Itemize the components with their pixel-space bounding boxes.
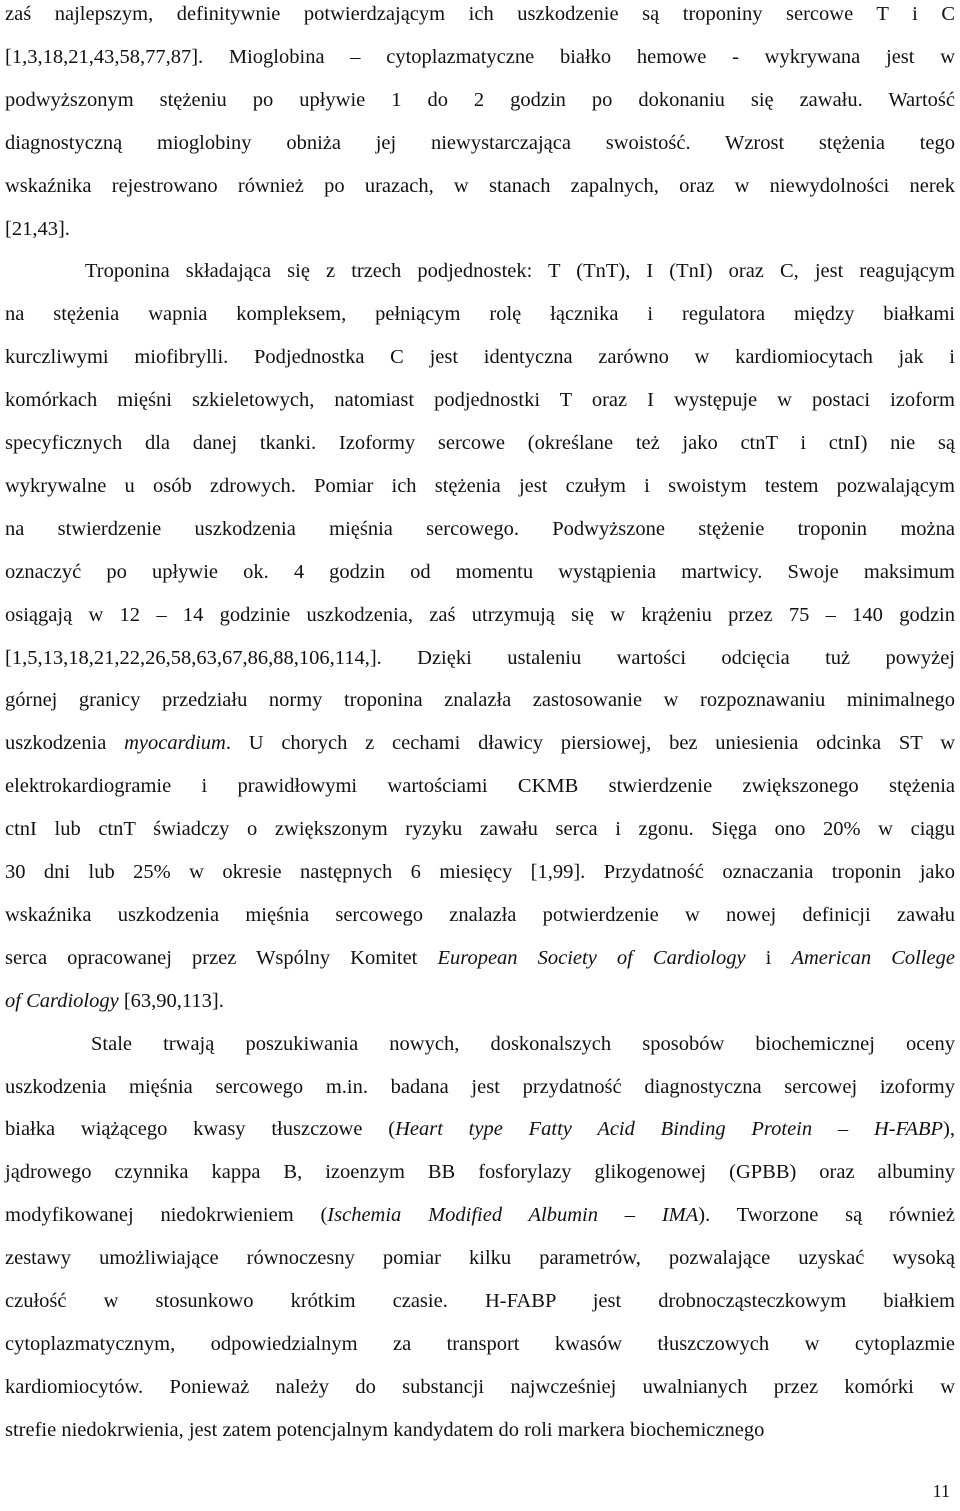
text-line: czułość w stosunkowo krótkim czasie. H-FABP jest drobnocząsteczkowym białkiem [5,1290,955,1312]
text-line: wskaźnika uszkodzenia mięśnia sercowego znalazła potwierdzenie w nowej definicji zawału [5,903,955,926]
text-line: modyfikowanej niedokrwieniem (Ischemia Modified Albumin – IMA). Tworzone są również [5,1204,955,1227]
text-line: Troponina składająca się z trzech podjednostek: T (TnT), I (TnI) oraz C, jest reagującym [85,260,955,283]
text-line: ctnI lub ctnT świadczy o zwiększonym ryzyku zawału serca i zgonu. Sięga ono 20% w ciągu [5,818,955,841]
text-line: specyficznych dla danej tkanki. Izoformy sercowe (określane też jako ctnT i ctnI) nie są [5,432,955,454]
text-line: osiągają w 12 – 14 godzinie uszkodzenia, zaś utrzymują się w krążeniu przez 75 – 140 godzin [5,603,955,626]
text-line: zestawy umożliwiające równoczesny pomiar kilku parametrów, pozwalające uzyskać wysoką [5,1247,955,1270]
text-line: serca opracowanej przez Wspólny Komitet European Society of Cardiology i American College [5,946,955,969]
text-line: Stale trwają poszukiwania nowych, doskonalszych sposobów biochemicznej oceny [91,1032,955,1055]
text-line: of Cardiology [63,90,113]. [5,989,224,1012]
text-line: wykrywalne u osób zdrowych. Pomiar ich stężenia jest czułym i swoistym testem pozwalającym [5,474,955,497]
text-line: na stężenia wapnia kompleksem, pełniącym rolę łącznika i regulatora między białkami [5,303,955,326]
text-line: [21,43]. [5,217,70,240]
text-line: uszkodzenia myocardium. U chorych z cechami dławicy piersiowej, bez uniesienia odcinka ST w [5,732,955,755]
text-line: 30 dni lub 25% w okresie następnych 6 miesięcy [1,99]. Przydatność oznaczania troponin jako [5,861,955,883]
text-line: wskaźnika rejestrowano również po urazach, w stanach zapalnych, oraz w niewydolności nerek [5,174,955,197]
text-line: diagnostyczną mioglobiny obniża jej niewystarczająca swoistość. Wzrost stężenia tego [5,131,955,154]
text-line: uszkodzenia mięśnia sercowego m.in. badana jest przydatność diagnostyczna sercowej izoformy [5,1075,955,1098]
text-line: [1,5,13,18,21,22,26,58,63,67,86,88,106,114,]. Dzięki ustaleniu wartości odcięcia tuż powyżej [5,646,955,669]
text-line: cytoplazmatycznym, odpowiedzialnym za transport kwasów tłuszczowych w cytoplazmie [5,1332,955,1355]
text-line: komórkach mięśni szkieletowych, natomiast podjednostki T oraz I występuje w postaci izoform [5,389,955,412]
text-line: kardiomiocytów. Ponieważ należy do substancji najwcześniej uwalnianych przez komórki w [5,1375,955,1398]
text-line: białka wiążącego kwasy tłuszczowe (Heart type Fatty Acid Binding Protein – H-FABP), [5,1118,955,1141]
text-line: elektrokardiogramie i prawidłowymi wartościami CKMB stwierdzenie zwiększonego stężenia [5,775,955,798]
text-line: [1,3,18,21,43,58,77,87]. Mioglobina – cytoplazmatyczne białko hemowe - wykrywana jest w [5,45,955,68]
text-line: jądrowego czynnika kappa B, izoenzym BB fosforylazy glikogenowej (GPBB) oraz albuminy [5,1161,955,1184]
text-line: zaś najlepszym, definitywnie potwierdzającym ich uszkodzenie są troponiny sercowe T i C [5,3,955,25]
text-line: oznaczyć po upływie ok. 4 godzin od momentu wystąpienia martwicy. Swoje maksimum [5,560,955,583]
text-line: na stwierdzenie uszkodzenia mięśnia sercowego. Podwyższone stężenie troponin można [5,517,955,540]
text-line: kurczliwymi miofibrylli. Podjednostka C jest identyczna zarówno w kardiomiocytach jak i [5,346,955,369]
text-line: strefie niedokrwienia, jest zatem potencjalnym kandydatem do roli markera biochemicznego [5,1418,765,1441]
text-line: podwyższonym stężeniu po upływie 1 do 2 godzin po dokonaniu się zawału. Wartość [5,88,955,111]
text-line: górnej granicy przedziału normy troponina znalazła zastosowanie w rozpoznawaniu minimalnego [5,689,955,712]
page-number: 11 [932,1481,950,1501]
